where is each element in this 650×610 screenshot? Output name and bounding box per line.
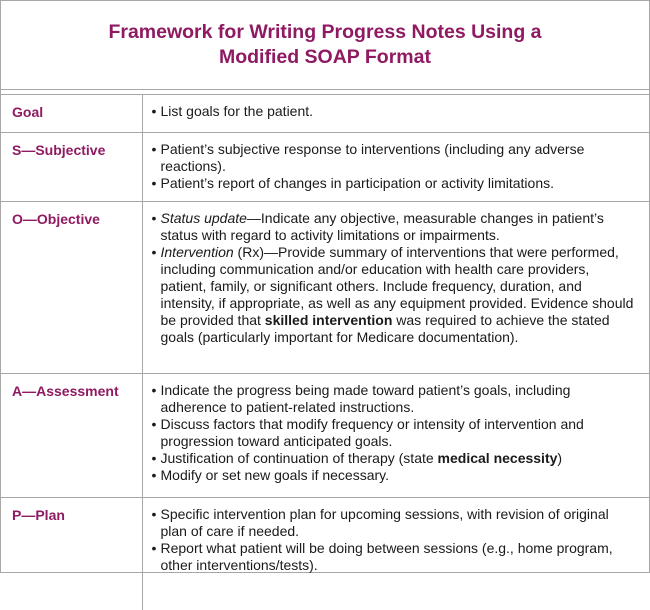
row-content-plan xyxy=(142,498,649,610)
row-label-objective: O—Objective xyxy=(1,202,142,374)
table-row-assessment xyxy=(1,374,649,498)
table-row-goal xyxy=(1,95,649,133)
list-item: • Patient’s report of changes in participation or activity limitations. xyxy=(152,175,640,192)
row-label-goal: Goal xyxy=(1,95,142,133)
list-item xyxy=(152,450,640,467)
item-bold-term: skilled intervention xyxy=(265,312,393,328)
item-text: —Indicate any objective, measurable changes in patient’s status with regard to activity limitations or impairments. xyxy=(161,210,604,243)
item-lead-italic: Intervention xyxy=(161,244,234,260)
item-lead-italic: Status update xyxy=(161,210,247,226)
row-label-assessment: A—Assessment xyxy=(1,374,142,498)
title-line-2: Modified SOAP Format xyxy=(108,45,541,70)
table-row-plan xyxy=(1,498,649,610)
list-item: • Modify or set new goals if necessary. xyxy=(152,467,640,484)
item-text: ) xyxy=(557,450,562,466)
table-row-subjective xyxy=(1,133,649,202)
item-text: Justification of continuation of therapy (state xyxy=(161,450,438,466)
list-item: • List goals for the patient. xyxy=(152,103,640,120)
list-item: • Patient’s subjective response to interventions (including any adverse reactions). xyxy=(152,141,640,175)
list-item: • Report what patient will be doing between sessions (e.g., home program, other interventions/tests). xyxy=(152,540,640,574)
list-item xyxy=(152,244,640,346)
row-content-goal xyxy=(142,95,649,133)
table-row-objective xyxy=(1,202,649,374)
list-item: • Discuss factors that modify frequency or intensity of intervention and progression toward anticipated goals. xyxy=(152,416,640,450)
row-content-objective xyxy=(142,202,649,374)
row-label-subjective: S—Subjective xyxy=(1,133,142,202)
title-line-1: Framework for Writing Progress Notes Using a xyxy=(108,20,541,45)
item-bold-term: medical necessity xyxy=(438,450,558,466)
table-title xyxy=(1,1,649,90)
item-text: (Rx)—Provide summary of interventions that were performed, including communication and/or education with health care providers, patient, family, or significant others. Include frequency, duration, and intensity, if appropriate, as well as any equipment provided. Evidence should be provided that xyxy=(161,244,634,328)
list-item xyxy=(152,210,640,244)
row-content-assessment xyxy=(142,374,649,498)
list-item: • Specific intervention plan for upcoming sessions, with revision of original plan of care if needed. xyxy=(152,506,640,540)
row-label-plan: P—Plan xyxy=(1,498,142,610)
list-item: • Indicate the progress being made toward patient’s goals, including adherence to patient-related instructions. xyxy=(152,382,640,416)
item-text: was required to achieve the stated goals (particularly important for Medicare documentation). xyxy=(161,312,610,345)
soap-table xyxy=(1,95,649,610)
row-content-subjective xyxy=(142,133,649,202)
